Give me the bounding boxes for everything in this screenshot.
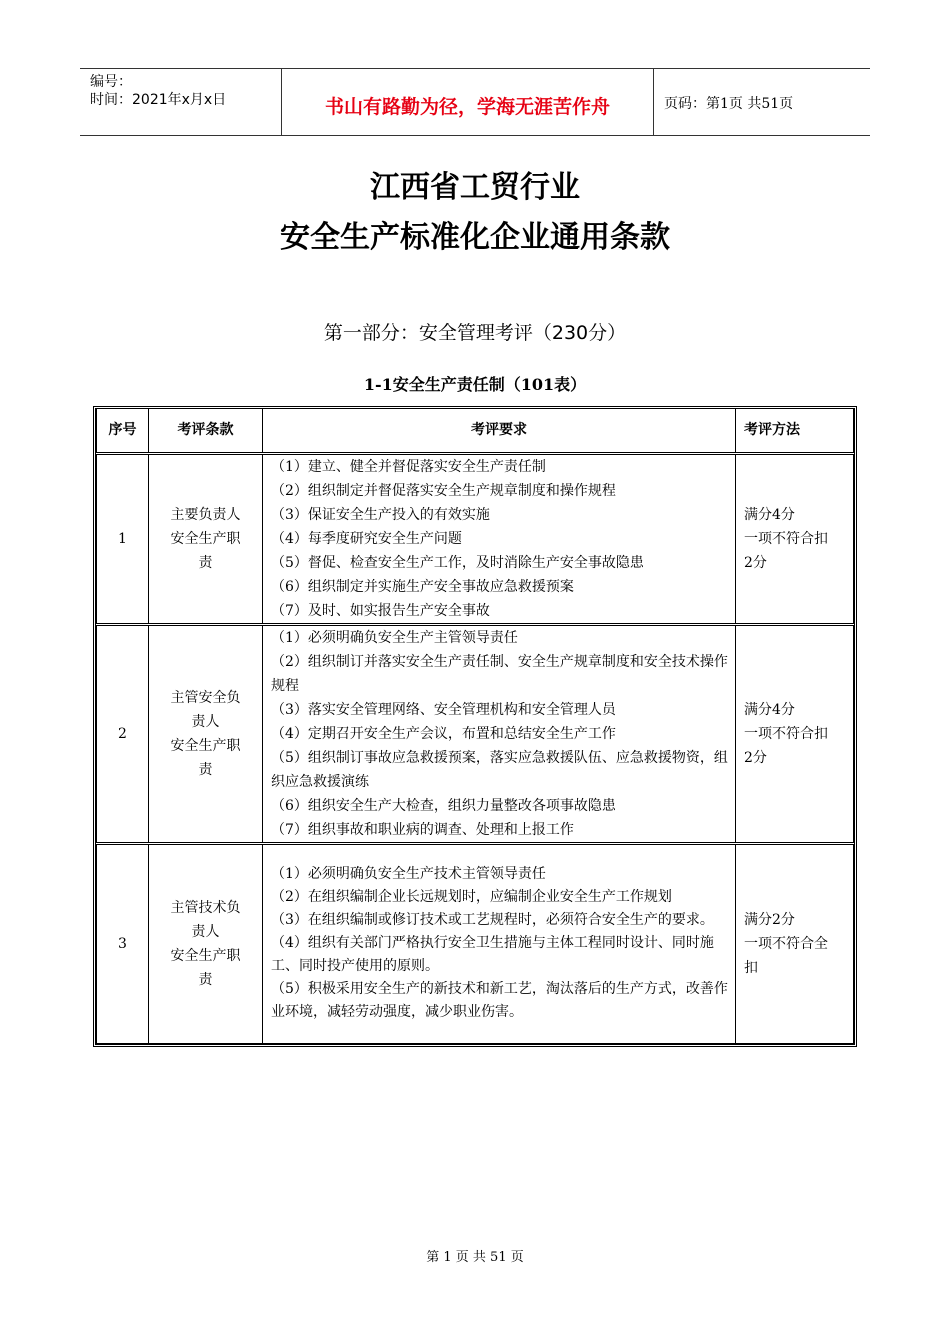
method-line: 扣: [744, 959, 758, 976]
row-item-line: 责: [198, 761, 213, 778]
row-item: [149, 624, 263, 843]
table-header-row: [97, 409, 854, 453]
requirement-line: （2）组织制定并督促落实安全生产规章制度和操作规程: [271, 482, 616, 499]
method-line: 满分4分: [744, 506, 795, 523]
requirement-line: （4）每季度研究安全生产问题: [271, 530, 462, 547]
document-title-line1: 江西省工贸行业: [370, 170, 580, 205]
method-line: 一项不符合扣: [744, 725, 828, 742]
requirement-line: （1）建立、健全并督促落实安全生产责任制: [271, 458, 546, 475]
row-item-line: 主管技术负: [170, 899, 241, 916]
method-line: 2分: [744, 749, 767, 766]
row-item-line: 责: [198, 971, 213, 988]
row-item-line: 责: [198, 554, 213, 571]
row-item: [149, 453, 263, 624]
row-requirements: [263, 624, 736, 843]
row-method: [736, 843, 854, 1043]
row-requirements: [263, 843, 736, 1043]
requirement-line: （1）必须明确负安全生产主管领导责任: [271, 629, 518, 646]
row-item-line: 安全生产职: [170, 737, 241, 754]
requirement-line: （3）保证安全生产投入的有效实施: [271, 506, 490, 523]
column-header-requirements: 考评要求: [263, 409, 736, 453]
page-footer: 第 1 页 共 51 页: [426, 1250, 524, 1265]
method-line: 一项不符合全: [744, 935, 828, 952]
header-page-info: 页码：第1页 共51页: [664, 96, 794, 112]
row-item-line: 责人: [191, 713, 220, 730]
row-method: [736, 624, 854, 843]
row-item-line: 安全生产职: [170, 530, 241, 547]
table-row: [97, 843, 854, 1043]
column-header-no: 序号: [97, 409, 149, 453]
requirement-line: （3）在组织编制或修订技术或工艺规程时，必须符合安全生产的要求。: [271, 912, 714, 928]
header-meta: [80, 69, 282, 135]
requirement-line: （3）落实安全管理网络、安全管理机构和安全管理人员: [271, 701, 616, 718]
document-number-label: 编号：: [90, 74, 132, 90]
method-line: 满分2分: [744, 911, 795, 928]
requirement-line: （4）组织有关部门严格执行安全卫生措施与主体工程同时设计、同时施工、同时投产使用的原则。: [271, 935, 714, 974]
row-item-line: 责人: [191, 923, 220, 940]
part-heading: 第一部分：安全管理考评（230分）: [323, 322, 627, 344]
document-title-line2: 安全生产标准化企业通用条款: [280, 220, 670, 255]
table-title: 1-1安全生产责任制（101表）: [363, 375, 587, 394]
requirement-line: （6）组织制定并实施生产安全事故应急救援预案: [271, 578, 574, 595]
requirement-line: （2）组织制订并落实安全生产责任制、安全生产规章制度和安全技术操作规程: [271, 653, 728, 694]
column-header-method: 考评方法: [736, 409, 854, 453]
document-time-label: 时间：2021年x月x日: [90, 92, 227, 108]
method-line: 2分: [744, 554, 767, 571]
evaluation-table: [93, 406, 857, 1047]
row-item: [149, 843, 263, 1043]
row-item-line: 安全生产职: [170, 947, 241, 964]
row-method: [736, 453, 854, 624]
method-line: 一项不符合扣: [744, 530, 828, 547]
row-item-line: 主管安全负: [170, 689, 241, 706]
requirement-line: （5）组织制订事故应急救援预案，落实应急救援队伍、应急救援物资，组织应急救援演练: [271, 749, 728, 790]
requirement-line: （1）必须明确负安全生产技术主管领导责任: [271, 866, 546, 882]
column-header-item: 考评条款: [149, 409, 263, 453]
row-item-line: 主要负责人: [170, 506, 241, 523]
row-number: 2: [97, 624, 149, 843]
requirement-line: （4）定期召开安全生产会议，布置和总结安全生产工作: [271, 725, 616, 742]
table-row: [97, 624, 854, 843]
requirement-line: （2）在组织编制企业长远规划时，应编制企业安全生产工作规划: [271, 889, 672, 905]
table-row: [97, 453, 854, 624]
header-motto: 书山有路勤为径，学海无涯苦作舟: [282, 69, 654, 135]
requirement-line: （5）督促、检查安全生产工作，及时消除生产安全事故隐患: [271, 554, 644, 571]
document-header: [80, 68, 870, 136]
row-requirements: [263, 453, 736, 624]
method-line: 满分4分: [744, 701, 795, 718]
requirement-line: （5）积极采用安全生产的新技术和新工艺，淘汰落后的生产方式，改善作业环境，减轻劳动强度，减少职业伤害。: [271, 981, 728, 1020]
requirement-line: （7）及时、如实报告生产安全事故: [271, 602, 490, 619]
row-number: 3: [97, 843, 149, 1043]
requirement-line: （7）组织事故和职业病的调查、处理和上报工作: [271, 821, 574, 838]
row-number: 1: [97, 453, 149, 624]
requirement-line: （6）组织安全生产大检查，组织力量整改各项事故隐患: [271, 797, 616, 814]
